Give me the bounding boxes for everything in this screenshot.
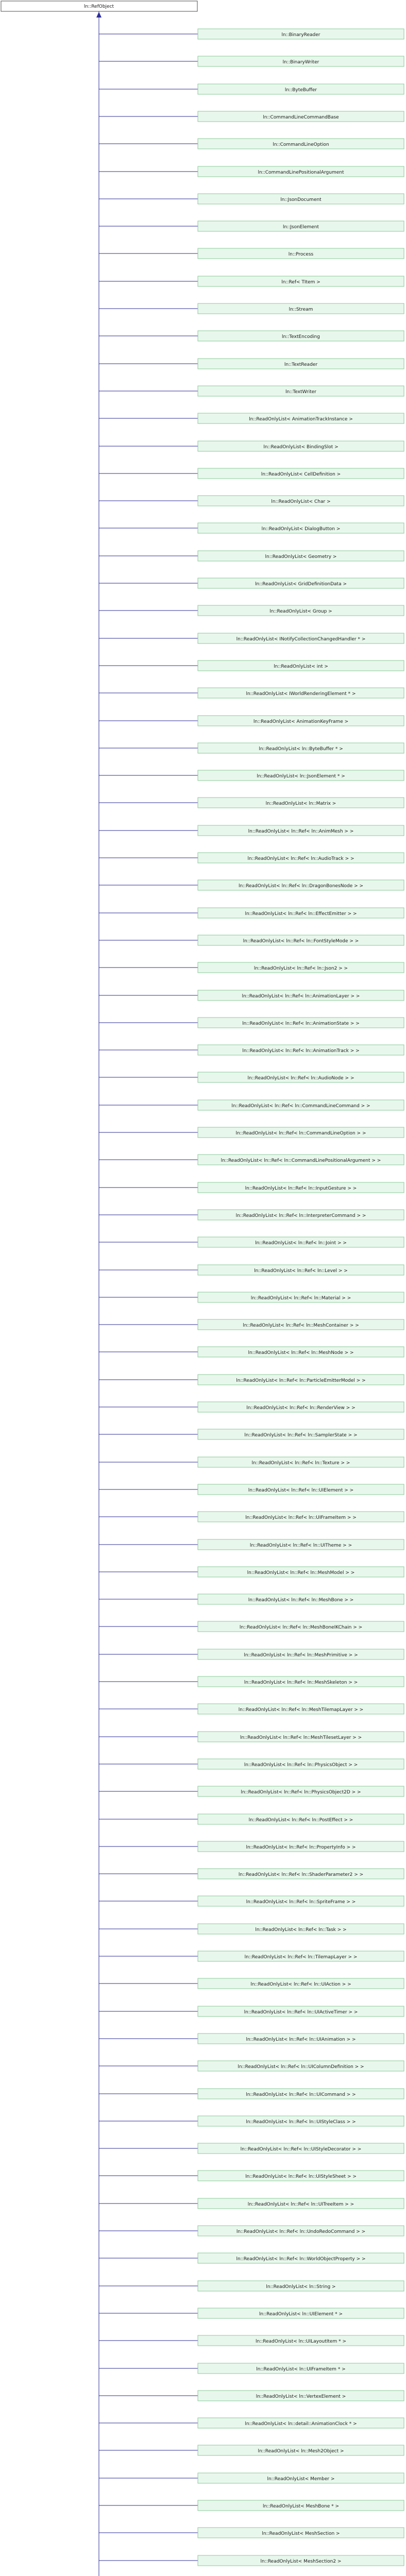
derived-class-node[interactable] — [198, 2171, 404, 2181]
derived-class-node[interactable] — [198, 56, 404, 66]
derived-class-label: ln::ReadOnlyList< ln::Ref< ln::AnimationState > > — [242, 1021, 360, 1026]
derived-class-label: ln::Stream — [289, 307, 313, 312]
derived-class-label: ln::ReadOnlyList< ln::Ref< ln::MeshTilemapLayer > > — [238, 1707, 364, 1713]
derived-class-node[interactable] — [198, 413, 404, 423]
derived-class-node[interactable] — [198, 2500, 404, 2511]
derived-class-label: ln::ReadOnlyList< ln::Ref< ln::MeshBoneIKChain > > — [239, 1625, 363, 1630]
derived-class-label: ln::ReadOnlyList< ln::Ref< ln::MeshModel > > — [247, 1570, 355, 1575]
derived-class-node[interactable] — [198, 1676, 404, 1687]
derived-class-node[interactable] — [198, 496, 404, 506]
derived-class-label: ln::ByteBuffer — [284, 88, 317, 93]
derived-class-node[interactable] — [198, 990, 404, 1001]
derived-class-node[interactable] — [198, 2363, 404, 2374]
derived-class-label: ln::ReadOnlyList< ln::ByteBuffer * > — [259, 747, 343, 752]
derived-class-node[interactable] — [198, 1319, 404, 1330]
derived-class-node[interactable] — [198, 1402, 404, 1412]
derived-class-label: ln::ReadOnlyList< ln::Ref< ln::UIElement > > — [248, 1488, 354, 1493]
derived-class-node[interactable] — [198, 194, 404, 204]
derived-class-node[interactable] — [198, 2445, 404, 2455]
derived-class-label: ln::CommandLineCommandBase — [263, 115, 339, 120]
derived-class-label: ln::ReadOnlyList< ln::Ref< ln::PhysicsObject2D > > — [241, 1790, 361, 1795]
derived-class-label: ln::ReadOnlyList< IWorldRenderingElement * > — [246, 691, 356, 697]
root-node-label: ln::RefObject — [83, 4, 114, 9]
derived-class-label: ln::ReadOnlyList< ln::Ref< ln::ParticleEmitterModel > > — [236, 1378, 366, 1383]
derived-class-label: ln::ReadOnlyList< ln::VertexElement > — [256, 2394, 346, 2399]
derived-class-node[interactable] — [198, 1292, 404, 1302]
derived-class-node[interactable] — [198, 2335, 404, 2346]
derived-class-label: ln::JsonElement — [282, 225, 319, 230]
derived-class-label: ln::ReadOnlyList< ln::Ref< ln::CommandLineCommand > > — [231, 1104, 370, 1109]
derived-class-label: ln::ReadOnlyList< ln::JsonElement * > — [257, 774, 345, 779]
derived-class-label: ln::ReadOnlyList< ln::Ref< ln::MeshContainer > > — [243, 1323, 359, 1328]
derived-class-node[interactable] — [198, 743, 404, 753]
derived-class-label: ln::ReadOnlyList< INotifyCollectionChangedHandler * > — [236, 637, 366, 642]
derived-class-label: ln::ReadOnlyList< ln::Ref< ln::UICommand > > — [246, 2092, 356, 2097]
derived-class-label: ln::BinaryReader — [281, 32, 320, 38]
derived-class-node[interactable] — [198, 2061, 404, 2071]
derived-class-node[interactable] — [198, 1594, 404, 1604]
derived-class-label: ln::Process — [288, 252, 314, 257]
derived-class-label: ln::ReadOnlyList< Group > — [269, 609, 332, 614]
derived-class-label: ln::ReadOnlyList< BindingSlot > — [263, 445, 339, 450]
derived-class-node[interactable] — [198, 1704, 404, 1714]
derived-class-label: ln::ReadOnlyList< ln::Ref< ln::CommandLinePositionalArgument > > — [221, 1158, 381, 1163]
derived-class-node[interactable] — [198, 2555, 404, 2566]
derived-class-node[interactable] — [198, 660, 404, 671]
derived-class-label: ln::Ref< TItem > — [281, 280, 320, 285]
derived-class-node[interactable] — [198, 605, 404, 616]
derived-class-label: ln::ReadOnlyList< ln::Ref< ln::UIAction > > — [250, 1982, 351, 1987]
derived-class-label: ln::ReadOnlyList< ln::Ref< ln::SpriteFrame > > — [246, 1900, 356, 1905]
derived-class-label: ln::ReadOnlyList< ln::Ref< ln::Joint > > — [255, 1241, 347, 1246]
derived-class-label: ln::ReadOnlyList< ln::Ref< ln::AudioTrack > > — [247, 856, 354, 861]
derived-class-node[interactable] — [198, 2143, 404, 2154]
derived-class-label: ln::ReadOnlyList< CellDefinition > — [261, 472, 341, 477]
derived-class-label: ln::ReadOnlyList< ln::Ref< ln::SamplerState > > — [244, 1433, 358, 1438]
derived-class-label: ln::ReadOnlyList< ln::String > — [266, 2284, 336, 2290]
derived-class-label: ln::ReadOnlyList< ln::Ref< ln::Material > > — [250, 1296, 351, 1301]
derived-class-node[interactable] — [198, 84, 404, 94]
derived-class-label: ln::ReadOnlyList< ln::Mesh2Object > — [258, 2449, 344, 2454]
derived-class-node[interactable] — [198, 1841, 404, 1852]
derived-class-label: ln::ReadOnlyList< AnimationKeyFrame > — [253, 719, 349, 724]
derived-class-node[interactable] — [198, 2089, 404, 2099]
derived-class-label: ln::CommandLinePositionalArgument — [258, 170, 344, 175]
derived-class-nodes — [198, 29, 404, 2576]
inheritance-edges — [96, 12, 198, 2576]
derived-class-node[interactable] — [198, 1924, 404, 1934]
derived-class-node[interactable] — [198, 1375, 404, 1385]
derived-class-node[interactable] — [198, 523, 404, 533]
derived-class-label: ln::ReadOnlyList< ln::UIElement * > — [259, 2312, 343, 2317]
derived-class-label: ln::ReadOnlyList< int > — [274, 664, 328, 669]
derived-class-node[interactable] — [198, 2226, 404, 2236]
derived-class-node[interactable] — [198, 2391, 404, 2401]
derived-class-label: ln::ReadOnlyList< ln::UIFrameItem * > — [256, 2367, 346, 2372]
derived-class-node[interactable] — [198, 1896, 404, 1906]
derived-class-label: ln::ReadOnlyList< ln::Ref< ln::UIStyleDecorator > > — [240, 2147, 362, 2152]
derived-class-node[interactable] — [198, 276, 404, 286]
derived-class-label: ln::TextReader — [284, 362, 318, 367]
derived-class-label: ln::ReadOnlyList< ln::Ref< ln::Json2 > > — [253, 966, 348, 971]
derived-class-label: ln::ReadOnlyList< ln::Ref< ln::MeshPrimitive > > — [244, 1653, 358, 1658]
derived-class-node[interactable] — [198, 1100, 404, 1110]
derived-class-label: ln::ReadOnlyList< ln::Ref< ln::Level > > — [254, 1268, 348, 1274]
derived-class-label: ln::ReadOnlyList< MeshBone * > — [262, 2504, 340, 2509]
derived-class-node[interactable] — [198, 2528, 404, 2538]
derived-class-label: ln::CommandLineOption — [273, 142, 329, 147]
derived-class-label: ln::ReadOnlyList< MeshSection2 > — [260, 2559, 342, 2564]
derived-class-label: ln::ReadOnlyList< ln::Ref< ln::InputGesture > > — [245, 1186, 357, 1191]
derived-class-label: ln::ReadOnlyList< AnimationTrackInstance > — [249, 417, 353, 422]
derived-class-node[interactable] — [198, 1182, 404, 1193]
derived-class-node[interactable] — [198, 1347, 404, 1357]
derived-class-label: ln::ReadOnlyList< ln::Ref< ln::FontStyleMode > > — [243, 939, 359, 944]
derived-class-node[interactable] — [198, 359, 404, 369]
derived-class-label: ln::ReadOnlyList< ln::Ref< ln::UIActiveTimer > > — [244, 2010, 358, 2015]
derived-class-node[interactable] — [198, 441, 404, 451]
derived-class-node[interactable] — [198, 2308, 404, 2318]
derived-class-node[interactable] — [198, 798, 404, 808]
derived-class-label: ln::ReadOnlyList< ln::Ref< ln::Task > > — [255, 1927, 347, 1933]
derived-class-node[interactable] — [198, 2198, 404, 2209]
derived-class-node[interactable] — [198, 1732, 404, 1742]
derived-class-label: ln::ReadOnlyList< ln::Ref< ln::DragonBonesNode > > — [238, 884, 364, 889]
derived-class-label: ln::ReadOnlyList< ln::detail::AnimationClock * > — [245, 2421, 357, 2427]
derived-class-node[interactable] — [198, 853, 404, 863]
derived-class-label: ln::ReadOnlyList< ln::Ref< ln::AudioNode > > — [247, 1076, 354, 1081]
derived-class-label: ln::ReadOnlyList< ln::Ref< ln::PostEffect > > — [248, 1818, 353, 1823]
derived-class-label: ln::ReadOnlyList< ln::Ref< ln::TilemapLayer > > — [244, 1955, 358, 1960]
derived-class-label: ln::TextWriter — [285, 389, 316, 395]
derived-class-node[interactable] — [198, 2116, 404, 2126]
derived-class-node[interactable] — [198, 908, 404, 918]
derived-class-label: ln::ReadOnlyList< ln::Ref< ln::UndoRedoCommand > > — [236, 2229, 366, 2234]
derived-class-label: ln::ReadOnlyList< ln::Ref< ln::MeshBone > > — [248, 1598, 354, 1603]
derived-class-node[interactable] — [198, 578, 404, 588]
derived-class-label: ln::ReadOnlyList< ln::Ref< ln::MeshNode > > — [248, 1350, 354, 1355]
derived-class-node[interactable] — [198, 1045, 404, 1055]
derived-class-label: ln::ReadOnlyList< ln::Ref< ln::ShaderParameter2 > > — [238, 1872, 364, 1877]
derived-class-node[interactable] — [198, 1512, 404, 1522]
derived-class-node[interactable] — [198, 1127, 404, 1138]
derived-class-label: ln::ReadOnlyList< ln::Ref< ln::UIAnimation > > — [246, 2037, 356, 2042]
derived-class-node[interactable] — [198, 2281, 404, 2291]
derived-class-node[interactable] — [198, 551, 404, 561]
derived-class-node[interactable] — [198, 1072, 404, 1082]
inheritance-arrowhead — [96, 12, 102, 18]
root-node[interactable] — [1, 1, 197, 11]
derived-class-node[interactable] — [198, 386, 404, 396]
derived-class-node[interactable] — [198, 962, 404, 973]
derived-class-node[interactable] — [198, 633, 404, 643]
derived-class-label: ln::ReadOnlyList< Geometry > — [265, 554, 337, 560]
derived-class-node[interactable] — [198, 166, 404, 177]
derived-class-node[interactable] — [198, 688, 404, 698]
derived-class-node[interactable] — [198, 2473, 404, 2483]
derived-class-label: ln::JsonDocument — [280, 197, 322, 202]
derived-class-node[interactable] — [198, 111, 404, 122]
derived-class-label: ln::ReadOnlyList< ln::Ref< ln::MeshTilesetLayer > > — [240, 1735, 362, 1740]
derived-class-node[interactable] — [198, 1649, 404, 1659]
derived-class-label: ln::ReadOnlyList< Char > — [271, 499, 331, 504]
derived-class-label: ln::ReadOnlyList< ln::Ref< ln::RenderView > > — [246, 1405, 356, 1411]
derived-class-node[interactable] — [198, 2006, 404, 2016]
derived-class-node[interactable] — [198, 1265, 404, 1275]
derived-class-node[interactable] — [198, 825, 404, 836]
derived-class-label: ln::ReadOnlyList< GridDefinitionData > — [255, 582, 347, 587]
derived-class-label: ln::ReadOnlyList< ln::Ref< ln::AnimationLayer > > — [242, 994, 360, 999]
derived-class-label: ln::TextEncoding — [282, 334, 320, 340]
derived-class-node[interactable] — [198, 1484, 404, 1495]
derived-class-label: ln::ReadOnlyList< Member > — [267, 2477, 335, 2482]
derived-class-label: ln::ReadOnlyList< ln::UILayoutItem * > — [256, 2339, 346, 2344]
derived-class-label: ln::ReadOnlyList< ln::Ref< ln::UIStyleClass > > — [246, 2120, 356, 2125]
derived-class-label: ln::ReadOnlyList< ln::Ref< ln::PropertyInfo > > — [246, 1845, 356, 1850]
derived-class-label: ln::ReadOnlyList< ln::Matrix > — [265, 801, 336, 806]
derived-class-node[interactable] — [198, 2253, 404, 2263]
derived-class-node[interactable] — [198, 716, 404, 726]
derived-class-label: ln::ReadOnlyList< ln::Ref< ln::InterpreterCommand > > — [235, 1213, 366, 1218]
derived-class-node[interactable] — [198, 248, 404, 259]
derived-class-label: ln::ReadOnlyList< ln::Ref< ln::AnimMesh > > — [248, 829, 354, 834]
derived-class-node[interactable] — [198, 1457, 404, 1467]
derived-class-label: ln::ReadOnlyList< MeshSection > — [262, 2531, 340, 2536]
derived-class-node[interactable] — [198, 770, 404, 781]
derived-class-node[interactable] — [198, 1814, 404, 1824]
derived-class-node[interactable] — [198, 139, 404, 149]
derived-class-label: ln::ReadOnlyList< ln::Ref< ln::PhysicsObject > > — [244, 1762, 358, 1768]
derived-class-label: ln::ReadOnlyList< ln::Ref< ln::UIFrameItem > > — [245, 1515, 357, 1520]
derived-class-node[interactable] — [198, 1429, 404, 1439]
derived-class-node[interactable] — [198, 1621, 404, 1632]
derived-class-node[interactable] — [198, 1869, 404, 1879]
derived-class-label: ln::ReadOnlyList< DialogButton > — [261, 527, 341, 532]
derived-class-label: ln::ReadOnlyList< ln::Ref< ln::UITreeItem > > — [247, 2202, 354, 2207]
derived-class-label: ln::ReadOnlyList< ln::Ref< ln::AnimationTrack > > — [242, 1048, 360, 1054]
derived-class-label: ln::ReadOnlyList< ln::Ref< ln::CommandLineOption > > — [235, 1131, 366, 1136]
derived-class-label: ln::ReadOnlyList< ln::Ref< ln::MeshSkeleton > > — [244, 1680, 358, 1685]
derived-class-node[interactable] — [198, 1210, 404, 1220]
derived-class-node[interactable] — [198, 331, 404, 341]
derived-class-node[interactable] — [198, 1759, 404, 1769]
derived-class-node[interactable] — [198, 1237, 404, 1247]
derived-class-node[interactable] — [198, 1978, 404, 1989]
derived-class-label: ln::ReadOnlyList< ln::Ref< ln::UIColumnDefinition > > — [238, 2064, 364, 2070]
derived-class-node[interactable] — [198, 303, 404, 314]
derived-class-node[interactable] — [198, 935, 404, 945]
derived-class-node[interactable] — [198, 1786, 404, 1797]
derived-class-node[interactable] — [198, 1018, 404, 1028]
derived-class-node[interactable] — [198, 1155, 404, 1165]
derived-class-label: ln::BinaryWriter — [282, 60, 319, 65]
derived-class-node[interactable] — [198, 221, 404, 231]
derived-class-node[interactable] — [198, 1539, 404, 1550]
derived-class-label: ln::ReadOnlyList< ln::Ref< ln::Texture > > — [251, 1461, 350, 1466]
derived-class-node[interactable] — [198, 468, 404, 479]
derived-class-node[interactable] — [198, 880, 404, 890]
derived-class-label: ln::ReadOnlyList< ln::Ref< ln::EffectEmitter > > — [245, 911, 357, 917]
derived-class-label: ln::ReadOnlyList< ln::Ref< ln::WorldObjectProperty > > — [236, 2257, 366, 2262]
derived-class-node[interactable] — [198, 1567, 404, 1577]
derived-class-node[interactable] — [198, 1951, 404, 1961]
derived-class-label: ln::ReadOnlyList< ln::Ref< ln::UITheme > > — [249, 1543, 352, 1548]
derived-class-node[interactable] — [198, 2033, 404, 2044]
derived-class-label: ln::ReadOnlyList< ln::Ref< ln::UIStyleSheet > > — [245, 2174, 357, 2179]
derived-class-node[interactable] — [198, 2418, 404, 2428]
derived-class-node[interactable] — [198, 29, 404, 39]
